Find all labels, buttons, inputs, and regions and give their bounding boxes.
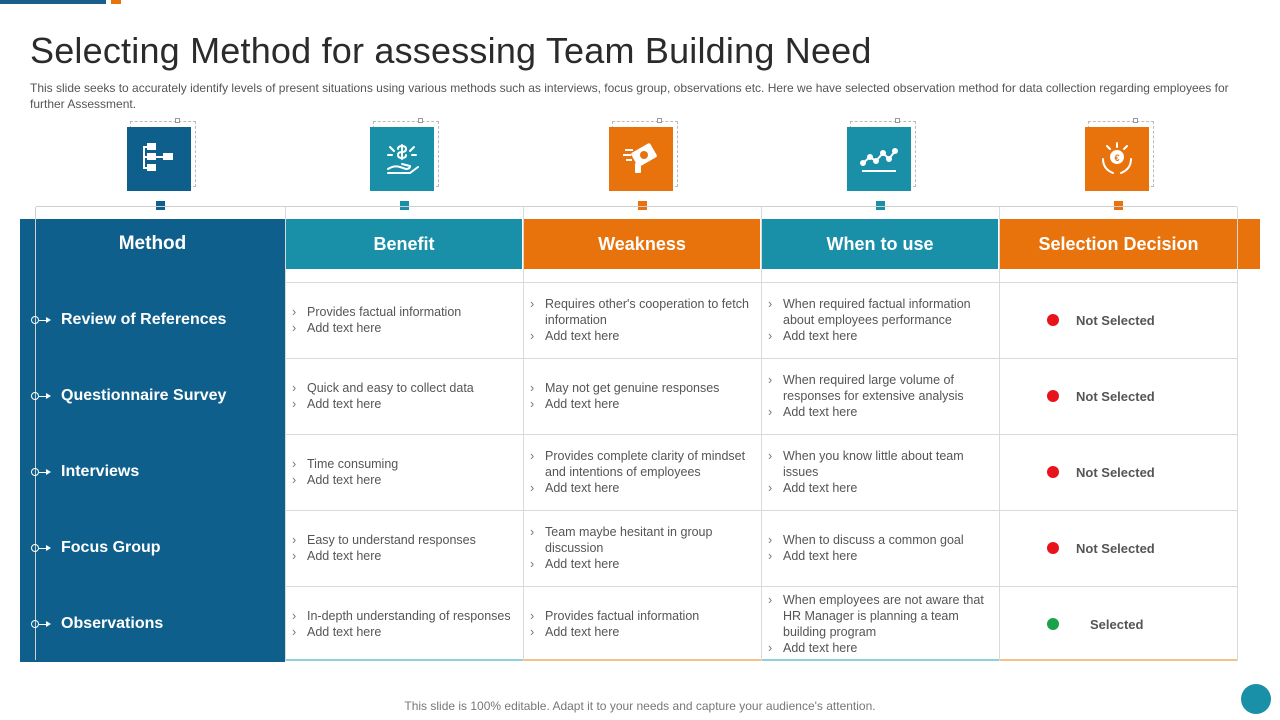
header-method: Method xyxy=(118,233,187,254)
euro-hands-icon xyxy=(1085,127,1149,191)
benefit-cell: › In-depth understanding of responses › Add text here xyxy=(292,609,511,639)
decision-cell xyxy=(999,282,1237,358)
svg-text:€: € xyxy=(1114,153,1120,163)
benefit-cell: › Time consuming › Add text here xyxy=(292,457,399,487)
status-dot xyxy=(1047,466,1059,478)
method-label: Review of References xyxy=(61,311,227,328)
status-label: Selected xyxy=(1090,616,1144,632)
status-dot xyxy=(1047,314,1059,326)
top-accent-bar xyxy=(0,0,106,4)
header-weakness: Weakness xyxy=(524,219,760,269)
method-label: Observations xyxy=(61,615,164,632)
method-row xyxy=(30,586,280,662)
icon-selection-handle xyxy=(418,118,423,123)
benefit-cell: › Quick and easy to collect data › Add text here xyxy=(292,381,474,411)
arrow-icon xyxy=(39,548,49,549)
footer-note: This slide is 100% editable. Adapt it to your needs and capture your audience's attention. xyxy=(404,699,876,713)
method-row xyxy=(30,358,280,434)
status-label: Not Selected xyxy=(1076,464,1155,480)
status-dot xyxy=(1047,390,1059,402)
money-hand-icon xyxy=(370,127,434,191)
weakness-cell: › May not get genuine responses › Add text here xyxy=(530,381,720,411)
status-dot xyxy=(1047,618,1059,630)
line-chart-icon xyxy=(847,127,911,191)
header-when-to-use: When to use xyxy=(762,219,998,269)
status-dot xyxy=(1047,542,1059,554)
hierarchy-icon xyxy=(127,127,191,191)
weakness-cell: › Provides factual information › Add text here xyxy=(530,609,700,639)
grid-line xyxy=(1237,207,1238,661)
icon-selection-handle xyxy=(175,118,180,123)
page-subtitle: This slide seeks to accurately identify levels of present situations using various methods such as interviews, focus group, observations etc. Here we have selected observation method for data collection regarding employees for further Assessment. xyxy=(30,81,1229,111)
node-dot xyxy=(31,392,39,400)
benefit-cell: › Easy to understand responses › Add text here xyxy=(292,533,476,563)
decision-cell xyxy=(999,358,1237,434)
node-dot xyxy=(31,316,39,324)
corner-decoration xyxy=(1241,684,1271,714)
arrow-icon xyxy=(39,396,49,397)
when-cell: › When you know little about team issues › Add text here xyxy=(768,449,964,495)
header-selection-decision: Selection Decision xyxy=(1000,219,1237,269)
weakness-cell: › Team maybe hesitant in group discussion › Add text here xyxy=(530,525,713,571)
method-label: Questionnaire Survey xyxy=(61,387,227,404)
node-dot xyxy=(31,544,39,552)
when-cell: › When required large volume of responses for extensive analysis › Add text here xyxy=(768,373,964,419)
status-label: Not Selected xyxy=(1076,540,1155,556)
decision-cell xyxy=(999,510,1237,586)
decision-cell xyxy=(999,586,1237,662)
status-label: Not Selected xyxy=(1076,312,1155,328)
arrow-icon xyxy=(39,472,49,473)
method-row xyxy=(30,510,280,586)
node-dot xyxy=(31,620,39,628)
arrow-icon xyxy=(39,320,49,321)
weakness-cell: › Requires other's cooperation to fetch information › Add text here xyxy=(530,297,749,343)
method-row xyxy=(30,282,280,358)
cash-icon xyxy=(609,127,673,191)
table-outline xyxy=(36,206,1237,207)
decision-cell xyxy=(999,434,1237,510)
status-label: Not Selected xyxy=(1076,388,1155,404)
benefit-cell: › Provides factual information › Add text here xyxy=(292,305,462,335)
when-cell: › When employees are not aware that HR Manager is planning a team building program › Add text here xyxy=(768,593,984,655)
method-label: Focus Group xyxy=(61,539,161,556)
header-tail xyxy=(1238,219,1260,269)
node-dot xyxy=(31,468,39,476)
header-benefit: Benefit xyxy=(286,219,522,269)
when-cell: › When to discuss a common goal › Add text here xyxy=(768,533,964,563)
method-label: Interviews xyxy=(61,463,140,480)
arrow-icon xyxy=(39,624,49,625)
icon-selection-handle xyxy=(895,118,900,123)
icon-selection-handle xyxy=(1133,118,1138,123)
icon-selection-handle xyxy=(657,118,662,123)
when-cell: › When required factual information about employees performance › Add text here xyxy=(768,297,971,343)
method-row xyxy=(30,434,280,510)
page-title: Selecting Method for assessing Team Building Need xyxy=(30,30,872,71)
top-accent-square xyxy=(111,0,121,4)
weakness-cell: › Provides complete clarity of mindset and intentions of employees › Add text here xyxy=(530,449,746,495)
